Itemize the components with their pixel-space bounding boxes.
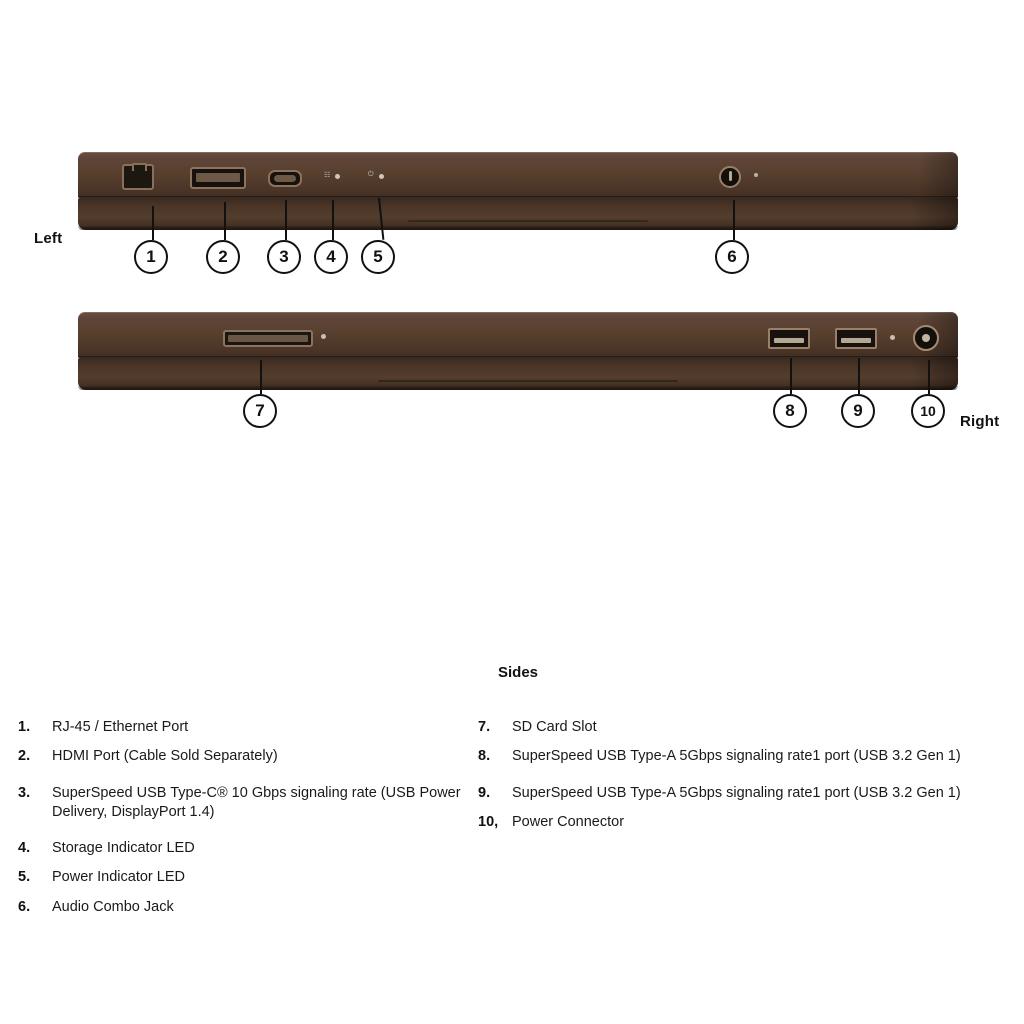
laptop-base-edge-left: [78, 226, 958, 230]
usb-indicator-dot: [890, 335, 895, 340]
laptop-base-edge-right: [78, 386, 958, 390]
laptop-right-side-view: [78, 312, 958, 390]
legend-number: 9.: [478, 784, 491, 801]
legend-item-3: [18, 784, 468, 823]
usb-type-a-port-1: [768, 328, 810, 349]
vent-line: [408, 220, 648, 222]
leader-4: [332, 200, 334, 240]
legend-item-7: [478, 718, 998, 737]
laptop-lid-right: [78, 312, 958, 358]
leader-10: [928, 360, 930, 394]
legend-item-2: [18, 747, 468, 766]
legend-number: 8.: [478, 748, 491, 765]
hdmi-port: [190, 167, 246, 189]
leader-7: [260, 360, 262, 394]
legend-right-column: [478, 718, 998, 842]
leader-2: [224, 202, 226, 240]
storage-led-dot: [335, 174, 340, 179]
callout-9: 9: [841, 394, 875, 428]
legend-number: 6.: [18, 898, 31, 915]
callout-6: 6: [715, 240, 749, 274]
laptop-left-side-view: [78, 152, 958, 230]
legend-left-column: [18, 718, 468, 927]
callout-10: 10: [911, 394, 945, 428]
legend-number: 7.: [478, 719, 491, 735]
legend-number: 10,: [478, 813, 499, 830]
sd-slot-dot: [321, 334, 326, 339]
sd-card-slot: [223, 330, 313, 347]
legend-number: 2.: [18, 748, 31, 765]
callout-3: 3: [267, 240, 301, 274]
legend-label: Power Connector: [512, 813, 625, 830]
legend-number: 4.: [18, 840, 31, 857]
right-side-label: Right: [960, 413, 1000, 430]
leader-1: [152, 206, 154, 240]
leader-6: [733, 200, 735, 240]
legend-label: SD Card Slot: [512, 719, 597, 735]
audio-jack-dot: [754, 173, 758, 177]
legend-number: 3.: [18, 784, 31, 801]
legend-label: Audio Combo Jack: [52, 898, 174, 915]
legend-label: Storage Indicator LED: [52, 840, 195, 857]
usb-type-a-port-2: [835, 328, 877, 349]
legend-label: HDMI Port (Cable Sold Separately): [52, 748, 278, 765]
left-side-label: Left: [34, 230, 63, 247]
legend-item-4: [18, 839, 468, 858]
callout-4: 4: [314, 240, 348, 274]
power-led-glyph: ⏻: [368, 171, 374, 178]
usb-type-c-port: [268, 170, 302, 187]
rj45-ethernet-port: [122, 164, 154, 190]
power-connector: [913, 325, 939, 351]
vent-line-right: [378, 380, 678, 382]
legend-label: Power Indicator LED: [52, 869, 185, 886]
legend-number: 5.: [18, 869, 31, 886]
legend-label: SuperSpeed USB Type-A 5Gbps signaling rate1 port (USB 3.2 Gen 1): [512, 748, 961, 765]
legend-label: SuperSpeed USB Type-C® 10 Gbps signaling rate (USB Power Delivery, DisplayPort 1.4): [52, 784, 461, 820]
legend-item-10: [478, 813, 998, 832]
leader-8: [790, 358, 792, 394]
legend-item-6: [18, 898, 468, 917]
legend-label: RJ-45 / Ethernet Port: [52, 719, 189, 735]
storage-led-glyph: ☷: [324, 172, 331, 179]
callout-2: 2: [206, 240, 240, 274]
legend-item-8: [478, 747, 998, 766]
legend-label: SuperSpeed USB Type-A 5Gbps signaling rate1 port (USB 3.2 Gen 1): [512, 784, 961, 801]
legend-item-9: [478, 784, 998, 803]
callout-7: 7: [243, 394, 277, 428]
audio-combo-jack: [719, 166, 741, 188]
power-led-dot: [379, 174, 384, 179]
legend-item-1: [18, 718, 468, 737]
legend-number: 1.: [18, 719, 31, 735]
leader-9: [858, 358, 860, 394]
leader-3: [285, 200, 287, 240]
callout-1: 1: [134, 240, 168, 274]
callout-5: 5: [361, 240, 395, 274]
callout-8: 8: [773, 394, 807, 428]
sides-heading: Sides: [498, 664, 539, 681]
legend-item-5: [18, 868, 468, 887]
